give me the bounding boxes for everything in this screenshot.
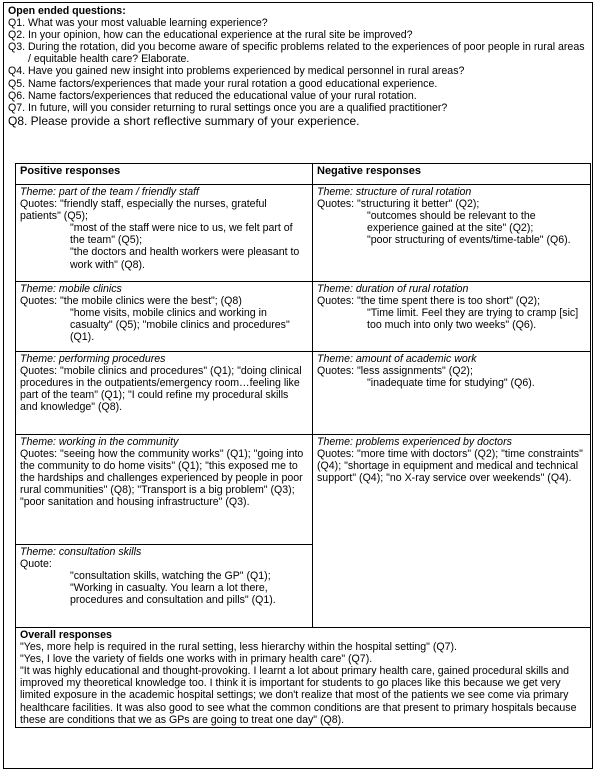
quote-text: "most of the staff were nice to us, we felt part of the team" (Q5);: [70, 222, 293, 247]
table-row: [16, 435, 591, 545]
positive-header: Positive responses: [16, 164, 313, 185]
theme-title: Theme: working in the community: [20, 436, 179, 448]
quote-text: Quotes: "the mobile clinics were the best"; (Q8): [20, 295, 242, 308]
theme-title: Theme: consultation skills: [20, 546, 142, 558]
quote-text: "inadequate time for studying" (Q6).: [367, 377, 535, 390]
negative-cell-2: [313, 282, 591, 352]
question-q7: Q7. In future, will you consider returning to rural settings once you are a qualified practitioner?: [8, 101, 448, 114]
table-row: [16, 185, 591, 282]
overall-line: "Yes, I love the variety of fields one works with in primary health care" (Q7).: [20, 653, 373, 666]
positive-cell-3: [16, 352, 313, 435]
quote-text: "poor structuring of events/time-table" (Q6).: [367, 234, 571, 247]
questions-heading: Open ended questions:: [8, 5, 126, 17]
quote-text: Quotes: "structuring it better" (Q2);: [317, 198, 480, 211]
question-q2: Q2. In your opinion, how can the educational experience at the rural site be improved?: [8, 29, 413, 42]
theme-title: Theme: part of the team / friendly staff: [20, 186, 199, 198]
quote-text: Quotes: "less assignments" (Q2);: [317, 365, 473, 378]
theme-title: Theme: problems experienced by doctors: [317, 436, 512, 448]
overall-cell: [16, 628, 591, 728]
overall-line: "It was highly educational and thought-provoking. I learnt a lot about primary health care, gained procedural skills and improved my theoretical knowledge too. I think it is important for students to go places like this because we get very limited exposure in the academic hospital settings; we don't realize that most of the patients we see come via primary healthcare facilities. It was also good to see what the common conditions are that present to primary hospitals because these are conditions that we as GPs are going to treat one day" (Q8).: [20, 665, 577, 726]
question-q8: Q8. Please provide a short reflective summary of your experience.: [8, 113, 360, 128]
question-q1: Q1. What was your most valuable learning experience?: [8, 17, 268, 30]
question-q3: Q3. During the rotation, did you become aware of specific problems related to the experiences of poor people in rural areas / equitable health care? Elaborate.: [8, 41, 585, 66]
overall-row: [16, 628, 591, 728]
quote-text: "consultation skills, watching the GP" (Q1); "Working in casualty. You learn a lot there, procedures and consultation and pills" (Q1).: [70, 570, 276, 607]
overall-title: Overall responses: [20, 629, 112, 641]
overall-line: "Yes, more help is required in the rural setting, less hierarchy within the hospital setting" (Q7).: [20, 641, 457, 654]
negative-cell-3: [313, 352, 591, 435]
question-q4: Q4. Have you gained new insight into problems experienced by medical personnel in rural areas?: [8, 65, 465, 78]
questions-section: [4, 3, 592, 128]
quote-text: Quote:: [20, 558, 52, 571]
theme-title: Theme: structure of rural rotation: [317, 186, 472, 198]
negative-cell-4: [313, 435, 591, 628]
quote-text: "home visits, mobile clinics and working in casualty" (Q5); "mobile clinics and procedures" (Q1).: [70, 307, 290, 344]
quote-text: Quotes: "the time spent there is too short" (Q2);: [317, 295, 541, 308]
negative-header: Negative responses: [313, 164, 591, 185]
theme-title: Theme: mobile clinics: [20, 283, 122, 295]
theme-title: Theme: performing procedures: [20, 353, 166, 365]
table-row: [16, 352, 591, 435]
document-page: [3, 2, 593, 769]
quote-text: "Time limit. Feel they are trying to cramp [sic] too much into only two weeks" (Q6).: [367, 307, 579, 332]
positive-cell-2: [16, 282, 313, 352]
table-row: [16, 282, 591, 352]
positive-cell-4: [16, 435, 313, 545]
question-q6: Q6. Name factors/experiences that reduced the educational value of your rural rotation.: [8, 89, 417, 102]
table-header-row: [16, 164, 591, 185]
theme-title: Theme: amount of academic work: [317, 353, 477, 365]
positive-cell-5: [16, 545, 313, 628]
responses-table: [15, 163, 591, 728]
quote-text: "the doctors and health workers were pleasant to work with" (Q8).: [70, 246, 300, 271]
positive-cell-1: [16, 185, 313, 282]
quote-text: "outcomes should be relevant to the experience gained at the site" (Q2);: [367, 210, 536, 235]
quote-text: Quotes: "mobile clinics and procedures" (Q1); "doing clinical procedures in the outpatients/emergency room…feeling like part of the team" (Q1); "I could refine my procedural skills and knowledge" (Q8).: [20, 365, 302, 414]
theme-title: Theme: duration of rural rotation: [317, 283, 469, 295]
question-q5: Q5. Name factors/experiences that made your rural rotation a good educational experience.: [8, 77, 438, 90]
quote-text: Quotes: "more time with doctors" (Q2); "time constraints" (Q4); "shortage in equipment and medical and technical support" (Q4); "no X-ray service over weekends" (Q4).: [317, 448, 583, 485]
negative-cell-1: [313, 185, 591, 282]
quote-text: Quotes: "friendly staff, especially the nurses, grateful patients" (Q5);: [20, 198, 267, 223]
quote-text: Quotes: "seeing how the community works" (Q1); "going into the community to do home visits" (Q1); "this exposed me to the hardships and challenges experienced by people in poor rural communities" (Q8); "Transport is a big problem" (Q3); "poor sanitation and housing infrastructure" (Q3).: [20, 448, 304, 509]
